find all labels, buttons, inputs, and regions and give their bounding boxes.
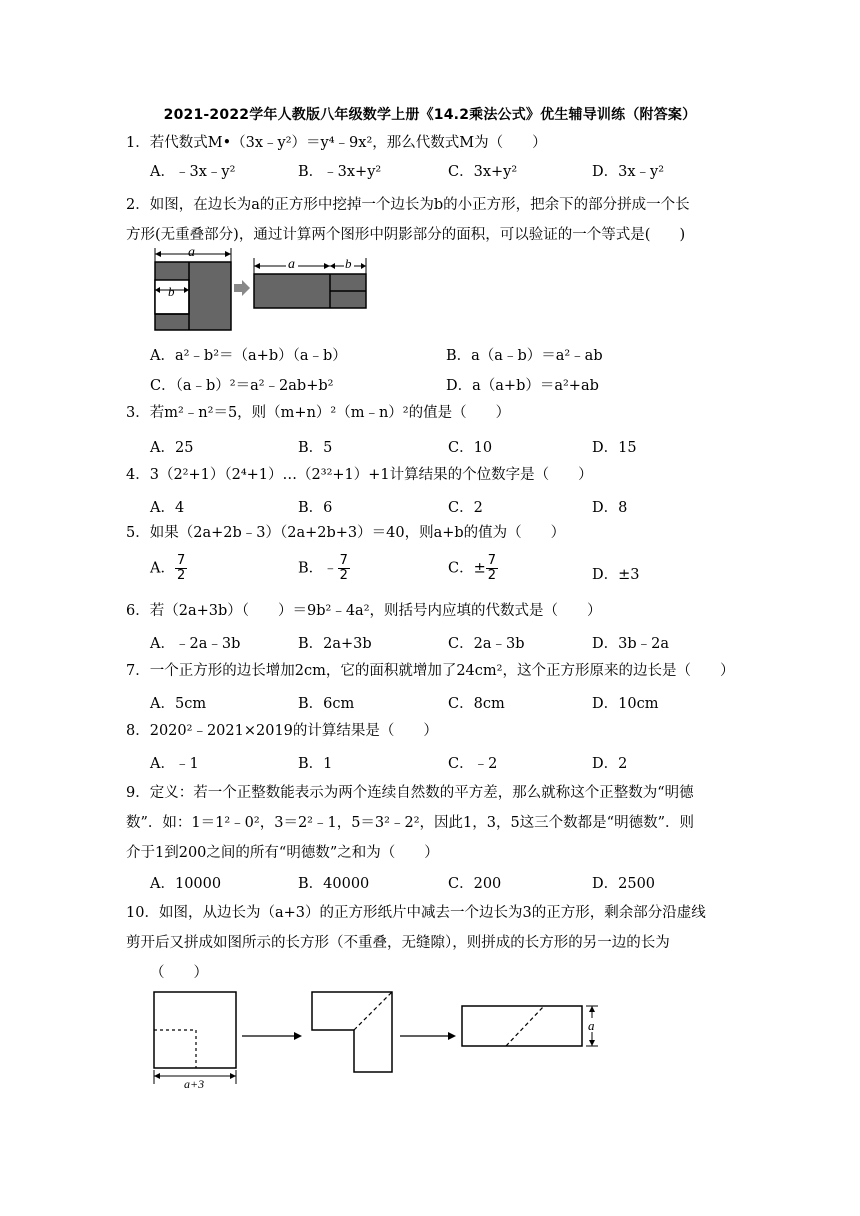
option-c[interactable]: C．2a﹣3b <box>448 636 525 652</box>
fraction-numerator: 7 <box>487 553 497 568</box>
option-d[interactable]: D．2 <box>592 756 628 772</box>
arrow-icon <box>448 1032 456 1040</box>
option-a[interactable]: A．5cm <box>150 696 207 712</box>
option-a[interactable]: A．4 <box>150 500 185 516</box>
question-3-stem: 3．若m²﹣n²＝5，则（m+n）²（m﹣n）²的值是（ ） <box>126 405 511 421</box>
fraction-seven-halves <box>486 554 498 583</box>
option-a[interactable]: A．﹣3x﹣y² <box>150 164 236 180</box>
question-10-stem-line3: （ ） <box>150 965 208 981</box>
option-d[interactable]: D．10cm <box>592 696 659 712</box>
option-c[interactable]: C．﹣2 <box>448 756 498 772</box>
label-a: a <box>588 1018 595 1033</box>
question-9-stem-line1: 9．定义：若一个正整数能表示为两个连续自然数的平方差，那么就称这个正整数为“明德 <box>126 785 694 801</box>
option-c[interactable]: C．3x+y² <box>448 164 518 180</box>
option-b[interactable]: B．6cm <box>298 696 355 712</box>
question-10-stem-line1: 10．如图，从边长为（a+3）的正方形纸片中减去一个边长为3的正方形，剩余部分沿虚线 <box>126 905 706 921</box>
question-2-figure <box>150 244 380 334</box>
option-d[interactable]: D．±3 <box>592 567 640 583</box>
transform-arrow-icon <box>234 280 250 296</box>
question-7-stem: 7．一个正方形的边长增加2cm，它的面积就增加了24cm²，这个正方形原来的边长是（ ） <box>126 663 735 679</box>
option-d[interactable]: D．3x﹣y² <box>592 164 665 180</box>
option-c-prefix: C．± <box>448 560 486 577</box>
fraction-denominator: 2 <box>487 568 497 583</box>
question-1-stem: 1．若代数式M•（3x﹣y²）＝y⁴﹣9x²，那么代数式M为（ ） <box>126 135 547 151</box>
question-9-stem-line3: 介于1到200之间的所有“明德数”之和为（ ） <box>126 845 439 861</box>
label-a: a <box>188 245 195 260</box>
page-title: 2021-2022学年人教版八年级数学上册《14.2乘法公式》优生辅导训练（附答案） <box>163 107 697 123</box>
fraction-numerator: 7 <box>339 553 348 568</box>
option-c[interactable]: C．10 <box>448 440 493 456</box>
diagonal-cut-line <box>506 1006 544 1046</box>
option-a[interactable]: A．25 <box>150 440 194 456</box>
option-d[interactable]: D．8 <box>592 500 628 516</box>
option-d[interactable]: D．3b﹣2a <box>592 636 670 652</box>
option-d[interactable]: D．15 <box>592 440 637 456</box>
question-8-options <box>150 752 750 774</box>
result-rectangle <box>462 1006 582 1046</box>
question-6-options <box>150 632 750 654</box>
question-2-stem-line1: 2．如图，在边长为a的正方形中挖掉一个边长为b的小正方形，把余下的部分拼成一个长 <box>126 197 690 213</box>
option-b[interactable]: B．5 <box>298 440 333 456</box>
question-8-stem: 8．2020²﹣2021×2019的计算结果是（ ） <box>126 723 438 739</box>
option-a[interactable]: A．﹣2a﹣3b <box>150 636 241 652</box>
option-b[interactable]: B．2a+3b <box>298 636 372 652</box>
option-c[interactable]: C．8cm <box>448 696 505 712</box>
option-b[interactable] <box>298 554 350 583</box>
label-a-rect: a <box>288 257 295 272</box>
question-5-stem: 5．如果（2a+2b﹣3）（2a+2b+3）＝40，则a+b的值为（ ） <box>126 525 566 541</box>
fraction-seven-halves <box>338 554 350 583</box>
question-4-stem: 4．3（2²+1）（2⁴+1）…（2³²+1）+1计算结果的个位数字是（ ） <box>126 467 593 483</box>
question-9-stem-line2: 数”．如：1＝1²﹣0²，3＝2²﹣1，5＝3²﹣2²，因此1，3，5这三个数都是“明德数”．则 <box>126 815 695 831</box>
diagonal-cut-line <box>354 992 392 1030</box>
question-3-options <box>150 436 750 458</box>
arrow-icon <box>294 1032 302 1040</box>
label-a-plus-3: a+3 <box>184 1077 205 1088</box>
option-d[interactable]: D．2500 <box>592 876 656 892</box>
question-4-options <box>150 496 750 518</box>
fraction-denominator: 2 <box>339 568 348 583</box>
label-b-rect: b <box>345 256 352 271</box>
option-d[interactable]: D．a（a+b）＝a²+ab <box>446 378 599 394</box>
option-b[interactable]: B．1 <box>298 756 333 772</box>
option-a[interactable]: A．﹣1 <box>150 756 199 772</box>
question-10-figure <box>150 988 610 1088</box>
question-9-options <box>150 872 750 894</box>
option-b[interactable]: B．a（a﹣b）＝a²﹣ab <box>446 348 603 364</box>
question-6-stem: 6．若（2a+3b）（ ）＝9b²﹣4a²，则括号内应填的代数式是（ ） <box>126 603 602 619</box>
question-5-options <box>150 554 750 590</box>
fraction-seven-halves <box>175 554 187 583</box>
fraction-numerator: 7 <box>176 553 186 568</box>
option-a-prefix: A． <box>150 560 175 577</box>
option-b[interactable]: B．﹣3x+y² <box>298 164 382 180</box>
cut-dashed-line <box>154 1030 196 1068</box>
fraction-denominator: 2 <box>176 568 186 583</box>
option-a[interactable]: A．10000 <box>150 876 222 892</box>
option-b[interactable]: B．40000 <box>298 876 370 892</box>
option-c[interactable]: C．200 <box>448 876 502 892</box>
option-c[interactable]: C．（a﹣b）²＝a²﹣2ab+b² <box>150 378 334 394</box>
question-7-options <box>150 692 750 714</box>
option-c[interactable] <box>448 554 498 583</box>
question-1-options <box>150 160 750 182</box>
option-a[interactable] <box>150 554 187 583</box>
option-b[interactable]: B．6 <box>298 500 333 516</box>
question-10-stem-line2: 剪开后又拼成如图所示的长方形（不重叠，无缝隙），则拼成的长方形的另一边的长为 <box>126 935 670 951</box>
question-2-stem-line2: 方形(无重叠部分)，通过计算两个图形中阴影部分的面积，可以验证的一个等式是( ) <box>126 227 686 243</box>
label-b: b <box>168 284 175 299</box>
option-b-prefix: B．﹣ <box>298 560 338 577</box>
option-c[interactable]: C．2 <box>448 500 483 516</box>
option-a[interactable]: A．a²﹣b²＝（a+b）（a﹣b） <box>150 348 347 364</box>
